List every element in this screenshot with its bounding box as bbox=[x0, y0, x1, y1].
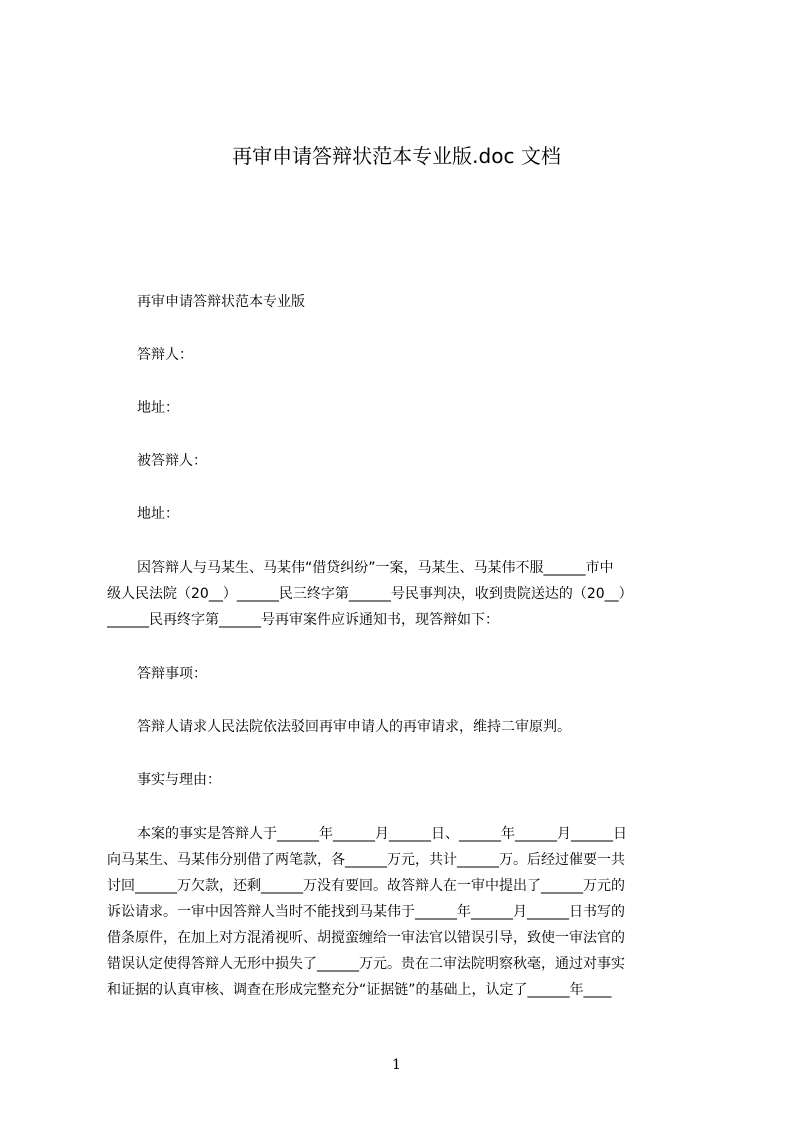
facts-line-4: 诉讼请求。一审中因答辩人当时不能找到马某伟于______年______月______日书写的 bbox=[107, 904, 625, 920]
intro-paragraph bbox=[107, 555, 700, 633]
page-number: 1 bbox=[392, 1057, 401, 1073]
facts-line-1: 本案的事实是答辩人于______年______月______日、______年______月______日 bbox=[137, 826, 627, 842]
facts-line-2: 向马某生、马某伟分别借了两笔款，各______万元，共计______万。后经过催要一共 bbox=[107, 852, 625, 868]
facts-line-3: 讨回______万欠款，还剩______万没有要回。故答辩人在一审中提出了______万元的 bbox=[107, 878, 625, 894]
respondent-label: 答辩人： bbox=[137, 347, 193, 363]
facts-line-7: 和证据的认真审核、调查在形成完整充分“证据链”的基础上，认定了______年____ bbox=[107, 982, 612, 998]
intro-line-3: ______民再终字第______号再审案件应诉通知书，现答辩如下： bbox=[107, 612, 499, 628]
intro-line-1: 因答辩人与马某生、马某伟“借贷纠纷”一案，马某生、马某伟不服______市中 bbox=[137, 560, 614, 576]
facts-line-5: 借条原件，在加上对方混淆视听、胡搅蛮缠给一审法官以错误引导，致使一审法官的 bbox=[107, 930, 625, 946]
applicant-label: 被答辩人： bbox=[137, 453, 207, 469]
matters-heading: 答辩事项： bbox=[137, 666, 207, 682]
matters-text: 答辩人请求人民法院依法驳回再审申请人的再审请求，维持二审原判。 bbox=[137, 719, 571, 735]
facts-paragraph bbox=[107, 821, 700, 1003]
subtitle-line: 再审申请答辩状范本专业版 bbox=[137, 294, 305, 310]
document-title: 再审申请答辩状范本专业版.doc 文档 bbox=[232, 144, 561, 168]
respondent-address-label: 地址： bbox=[137, 400, 179, 416]
facts-heading: 事实与理由： bbox=[137, 772, 221, 788]
applicant-address-label: 地址： bbox=[137, 506, 179, 522]
facts-line-6: 错误认定使得答辩人无形中损失了______万元。贵在二审法院明察秋毫，通过对事实 bbox=[107, 956, 625, 972]
intro-line-2: 级人民法院（20__）______民三终字第______号民事判决，收到贵院送达的（20__） bbox=[107, 586, 633, 602]
